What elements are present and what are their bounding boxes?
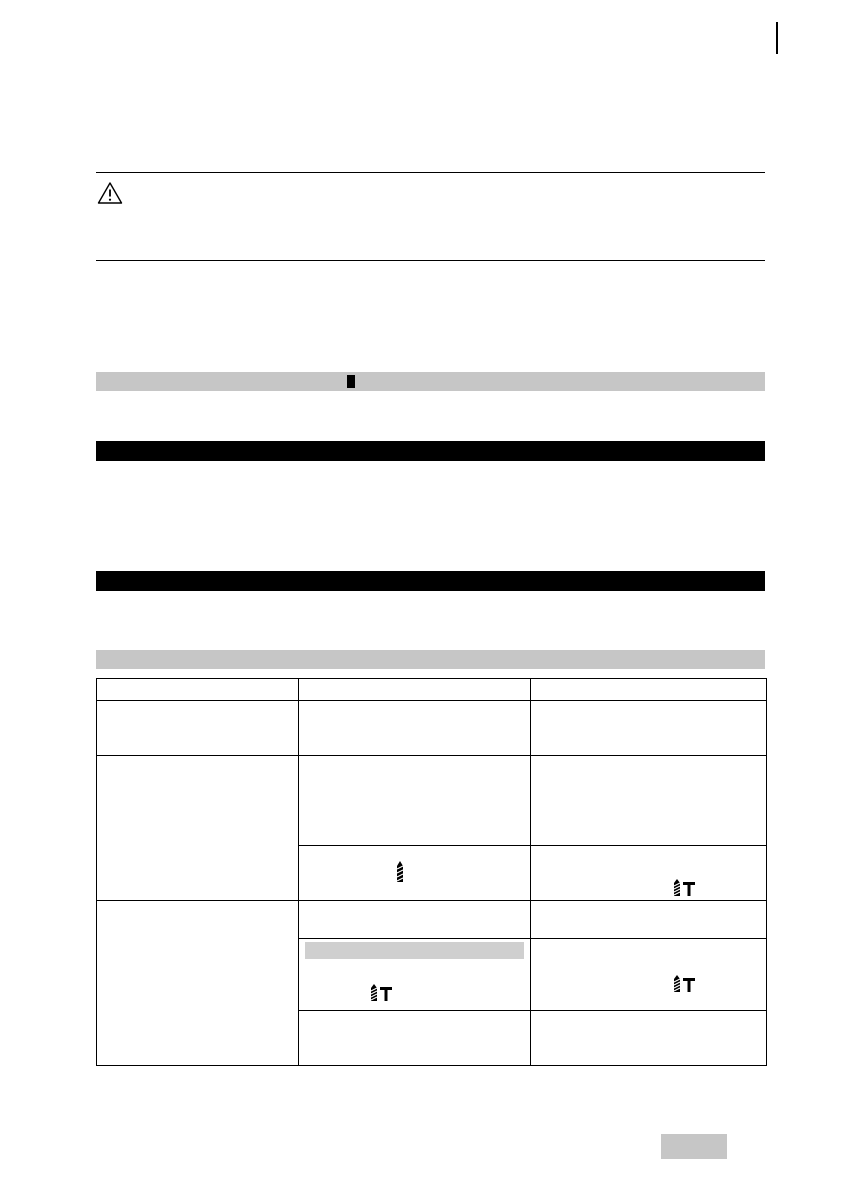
header-cell-1 — [97, 679, 299, 701]
section-heading-bar-black-2 — [96, 571, 765, 591]
table-cell — [531, 701, 767, 756]
settings-table — [96, 678, 767, 1066]
cell-highlight-bar — [305, 942, 524, 959]
table-cell — [299, 701, 531, 756]
table-title-bar — [96, 650, 765, 669]
table-row — [97, 901, 767, 939]
table-cell — [299, 756, 531, 846]
drill-bit-torque-icon — [370, 984, 394, 1005]
warning-triangle-icon — [97, 181, 123, 205]
warning-bottom-rule — [96, 260, 765, 261]
drill-bit-torque-icon — [673, 975, 697, 996]
corner-mark — [776, 22, 778, 54]
table-header-row — [97, 679, 767, 701]
table-cell-group-label — [97, 901, 299, 1066]
table-cell-group-label — [97, 756, 299, 901]
table-row — [97, 701, 767, 756]
table-cell — [531, 846, 767, 901]
table-cell — [299, 901, 531, 939]
drill-bit-torque-icon — [673, 879, 697, 900]
table-cell — [531, 756, 767, 846]
table-cell — [531, 1011, 767, 1066]
section-heading-bar-black-1 — [96, 441, 765, 461]
page-number-tab — [661, 1134, 727, 1159]
section-heading-bar-gray — [96, 372, 765, 391]
table-cell — [531, 939, 767, 1011]
table-cell — [299, 939, 531, 1011]
heading-marker — [347, 375, 355, 388]
table-cell — [299, 1011, 531, 1066]
table-cell — [97, 701, 299, 756]
table-row — [97, 756, 767, 846]
table-cell — [299, 846, 531, 901]
warning-top-rule — [96, 172, 765, 173]
drill-bit-icon — [396, 861, 404, 883]
header-cell-2 — [299, 679, 531, 701]
header-cell-3 — [531, 679, 767, 701]
table-cell — [531, 901, 767, 939]
